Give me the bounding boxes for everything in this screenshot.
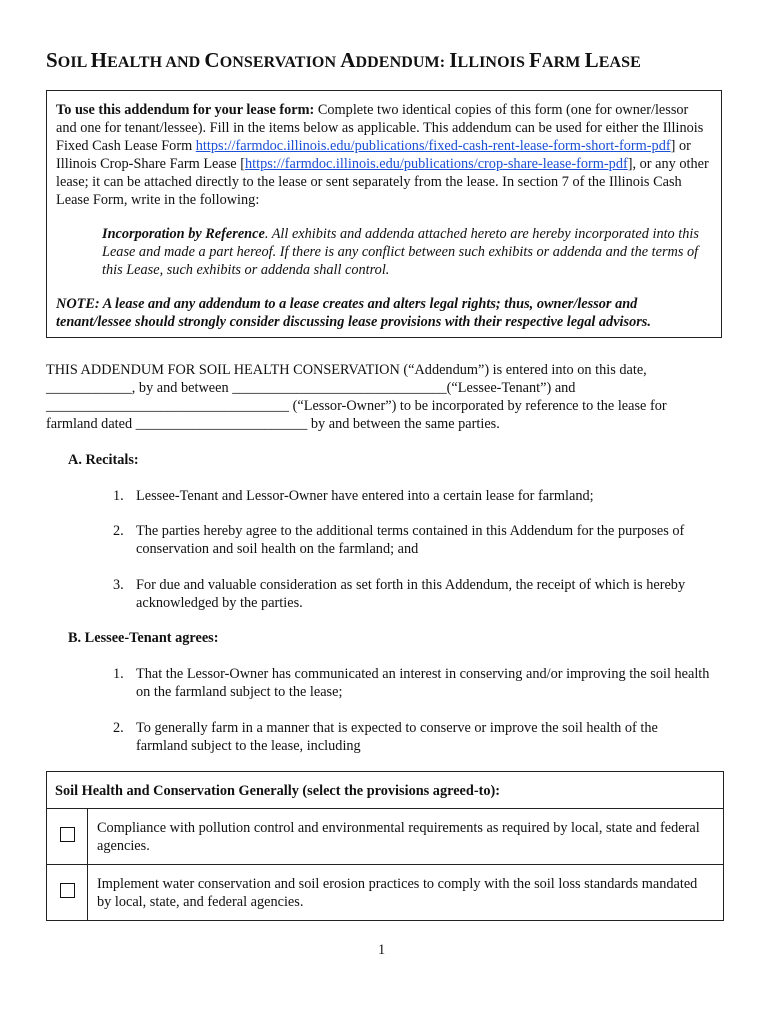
- provision-checkbox-pollution[interactable]: [60, 827, 75, 842]
- list-item: 2. The parties hereby agree to the additional terms contained in this Addendum for the purposes of conservation and soil health on the farmland; and: [113, 523, 685, 557]
- crop-share-lease-link[interactable]: https://farmdoc.illinois.edu/publications/crop-share-lease-form-pdf: [245, 156, 628, 172]
- addendum-intro: THIS ADDENDUM FOR SOIL HEALTH CONSERVATION (“Addendum”) is entered into on this date, ____________, by and between ______________________________(“Lessee-Tenant”) and __________________________________ (“Lessor-Owner”) to be incorporated by reference to the lease for farmland dated ________________________ by and between the same parties.: [46, 362, 667, 432]
- list-item: 3. For due and valuable consideration as set forth in this Addendum, the receipt of which is hereby acknowledged by the parties.: [113, 577, 686, 611]
- list-item: 1. Lessee-Tenant and Lessor-Owner have entered into a certain lease for farmland;: [113, 488, 594, 504]
- table-row: [47, 865, 724, 921]
- page-number: 1: [378, 942, 386, 958]
- provisions-header: Soil Health and Conservation Generally (select the provisions agreed-to):: [47, 772, 724, 809]
- list-item: 1. That the Lessor-Owner has communicated an interest in conserving and/or improving the soil health on the farmland subject to the lease;: [113, 666, 710, 700]
- instructions-lead: To use this addendum for your lease form:: [56, 102, 315, 118]
- document-title: SOIL HEALTH AND CONSERVATION ADDENDUM: ILLINOIS FARM LEASE: [46, 48, 641, 72]
- list-item: 2. To generally farm in a manner that is expected to conserve or improve the soil health of the farmland subject to the lease, including: [113, 720, 658, 754]
- instructions-box: [46, 90, 722, 338]
- recitals-heading: A. Recitals:: [68, 452, 139, 468]
- provision-text: Implement water conservation and soil erosion practices to comply with the soil loss standards mandated by local, state, and federal agencies.: [88, 865, 724, 921]
- instructions-paragraph: To use this addendum for your lease form: Complete two identical copies of this form (one for owner/lessor and one for tenant/lessee). Fill in the items below as applicable. This addendum can be used for either the Illinois Fixed Cash Lease Form https://farmdoc.illinois.edu/publications/fixed-cash-rent-lease-form-short-form-pdf] or Illinois Crop-Share Farm Lease [https://farmdoc.illinois.edu/publications/crop-share-lease-form-pdf], or any other lease; it can be attached directly to the lease or sent separately from the lease. In section 7 of the Illinois Cash Lease Form, write in the following:: [56, 102, 709, 208]
- table-row: [47, 809, 724, 865]
- provision-checkbox-water-conservation[interactable]: [60, 883, 75, 898]
- provisions-table: [46, 771, 724, 921]
- legal-note: NOTE: A lease and any addendum to a lease creates and alters legal rights; thus, owner/lessor and tenant/lessee should strongly consider discussing lease provisions with their respective legal advisors.: [56, 296, 651, 330]
- tenant-agrees-heading: B. Lessee-Tenant agrees:: [68, 630, 219, 646]
- provision-text: Compliance with pollution control and environmental requirements as required by local, state and federal agencies.: [88, 809, 724, 865]
- fixed-cash-lease-link[interactable]: https://farmdoc.illinois.edu/publications/fixed-cash-rent-lease-form-short-form-pdf: [195, 138, 671, 154]
- incorporation-clause: Incorporation by Reference. All exhibits and addenda attached hereto are hereby incorporated into this Lease and made a part hereof. If there is any conflict between such exhibits or addenda and the terms of this Lease, such exhibits or addenda shall control.: [102, 226, 699, 278]
